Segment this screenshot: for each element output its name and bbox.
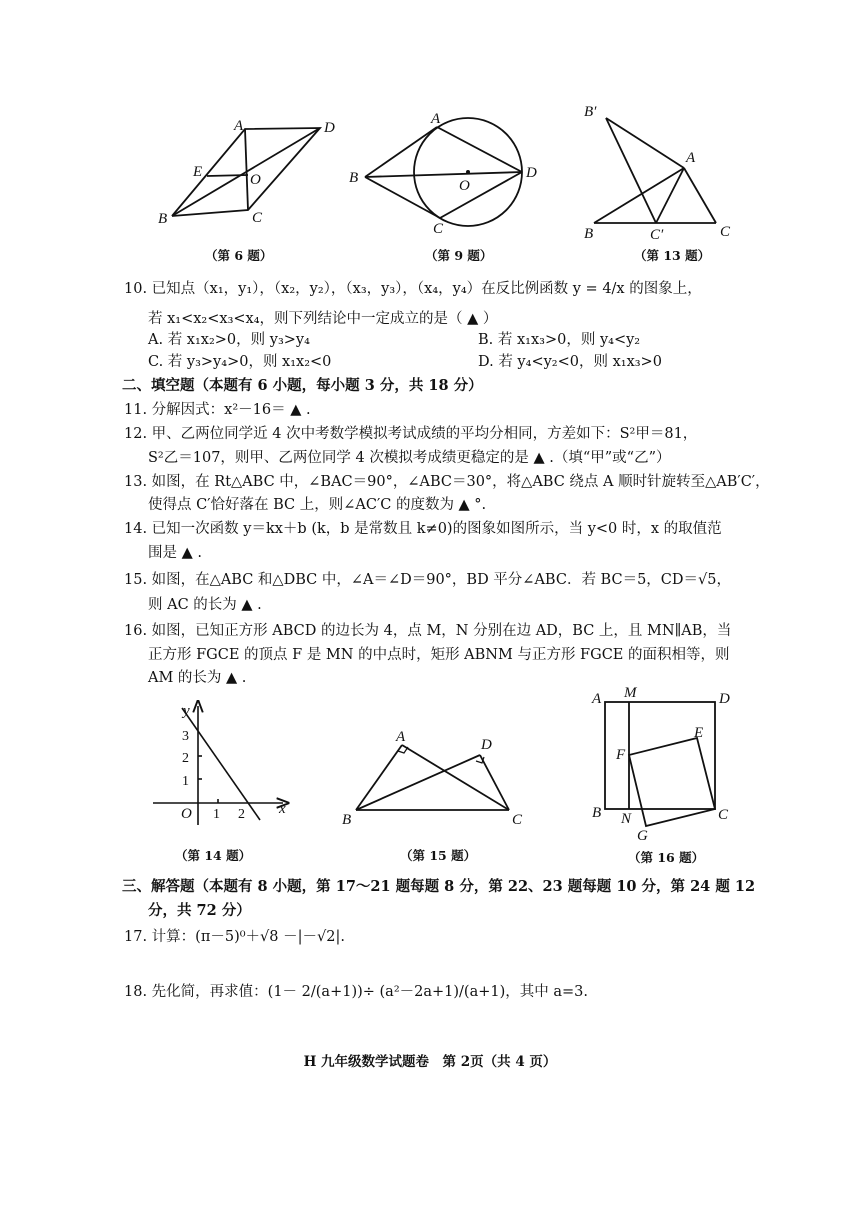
label-D: D	[324, 120, 335, 136]
question-13-line2: 使得点 C′恰好落在 BC 上，则∠AC′C 的度数为 ▲ °.	[148, 497, 487, 513]
figure-15-caption: （第 15 题）	[400, 848, 477, 863]
label-A: A	[396, 729, 406, 745]
figure-15	[338, 725, 533, 835]
section-2-heading: 二、填空题（本题有 6 小题，每小题 3 分，共 18 分）	[122, 377, 483, 394]
label-B: B	[584, 226, 594, 242]
figure-16	[585, 683, 745, 848]
label-D: D	[719, 691, 730, 707]
figure-14	[145, 700, 295, 835]
label-N: N	[621, 811, 632, 827]
figure-16-caption: （第 16 题）	[628, 850, 705, 865]
tick-x-1: 1	[213, 807, 220, 822]
label-D: D	[481, 737, 492, 753]
figure-9	[345, 105, 545, 240]
question-16-line2: 正方形 FGCE 的顶点 F 是 MN 的中点时，矩形 ABNM 与正方形 FGCE 的面积相等，则	[148, 647, 730, 663]
question-13-line1: 13. 如图，在 Rt△ABC 中，∠BAC＝90°，∠ABC＝30°，将△ABC 绕点 A 顺时针旋转至△AB′C′，	[124, 474, 770, 490]
tick-y-3: 3	[182, 729, 189, 744]
label-B: B	[158, 211, 168, 227]
label-B: B	[592, 805, 602, 821]
label-D: D	[526, 165, 537, 181]
tick-y-2: 2	[182, 751, 189, 766]
question-16-line1: 16. 如图，已知正方形 ABCD 的边长为 4，点 M，N 分别在边 AD，BC 上，且 MN∥AB，当	[124, 623, 732, 639]
figure-13	[578, 98, 738, 243]
question-10-option-b: B. 若 x₁x₃>0，则 y₄<y₂	[478, 332, 641, 348]
origin-label: O	[181, 806, 192, 822]
section-3-heading-line2: 分，共 72 分）	[148, 902, 251, 919]
figure-6-caption: （第 6 题）	[205, 248, 273, 263]
label-B-prime: B′	[584, 104, 597, 120]
label-B: B	[349, 170, 359, 186]
label-E: E	[193, 164, 203, 180]
label-C: C	[252, 210, 263, 226]
question-10-option-a: A. 若 x₁x₂>0，则 y₃>y₄	[148, 332, 310, 348]
tick-x-2: 2	[238, 807, 245, 822]
question-14-line1: 14. 已知一次函数 y＝kx＋b (k，b 是常数且 k≠0)的图象如图所示，当 y<0 时，x 的取值范	[124, 521, 722, 537]
question-15-line1: 15. 如图，在△ABC 和△DBC 中，∠A＝∠D＝90°，BD 平分∠ABC．若 BC＝5，CD＝√5，	[124, 572, 731, 588]
label-O: O	[250, 172, 261, 188]
label-A: A	[234, 118, 244, 134]
axis-y-label: y	[183, 703, 190, 719]
question-10-line1: 10. 已知点（x₁，y₁），（x₂，y₂），（x₃，y₃），（x₄，y₄）在反比例函数 y = 4/x 的图象上，	[124, 281, 702, 297]
question-12-line2: S²乙＝107，则甲、乙两位同学 4 次模拟考成绩更稳定的是 ▲ .（填“甲”或“乙”）	[148, 450, 671, 466]
label-A: A	[592, 691, 602, 707]
label-C: C	[718, 807, 729, 823]
label-C-prime: C′	[650, 227, 664, 243]
label-A: A	[686, 150, 696, 166]
label-B: B	[342, 812, 352, 828]
label-F: F	[616, 747, 626, 763]
figure-13-caption: （第 13 题）	[634, 248, 711, 263]
label-M: M	[624, 685, 637, 701]
question-17: 17. 计算：(π－5)⁰＋√8 －|－√2|.	[124, 929, 345, 945]
figure-9-caption: （第 9 题）	[425, 248, 493, 263]
axis-x-label: x	[279, 801, 286, 817]
section-3-heading-line1: 三、解答题（本题有 8 小题，第 17～21 题每题 8 分，第 22、23 题每题 10 分，第 24 题 12	[122, 878, 756, 895]
label-C: C	[433, 221, 444, 237]
figure-14-caption: （第 14 题）	[175, 848, 252, 863]
question-11: 11. 分解因式：x²－16＝ ▲ .	[124, 402, 311, 418]
label-C: C	[720, 224, 731, 240]
question-10-option-c: C. 若 y₃>y₄>0，则 x₁x₂<0	[148, 354, 332, 370]
label-C: C	[512, 812, 523, 828]
question-12-line1: 12. 甲、乙两位同学近 4 次中考数学模拟考试成绩的平均分相同，方差如下：S²甲＝81，	[124, 426, 698, 442]
label-A: A	[431, 111, 441, 127]
label-E: E	[694, 725, 704, 741]
question-15-line2: 则 AC 的长为 ▲ .	[148, 597, 262, 613]
label-O: O	[459, 178, 470, 194]
page-footer: H 九年级数学试题卷 第 2页（共 4 页）	[303, 1054, 557, 1070]
tick-y-1: 1	[182, 774, 189, 789]
question-18: 18. 先化简，再求值：(1－ 2/(a+1))÷ (a²－2a+1)/(a+1)，其中 a=3.	[124, 984, 588, 1000]
question-10-option-d: D. 若 y₄<y₂<0，则 x₁x₃>0	[478, 354, 662, 370]
question-10-line2: 若 x₁<x₂<x₃<x₄，则下列结论中一定成立的是（ ▲ ）	[148, 311, 498, 327]
question-16-line3: AM 的长为 ▲ .	[148, 670, 247, 686]
label-G: G	[637, 828, 648, 844]
figure-6	[150, 110, 350, 235]
question-14-line2: 围是 ▲ .	[148, 545, 202, 561]
